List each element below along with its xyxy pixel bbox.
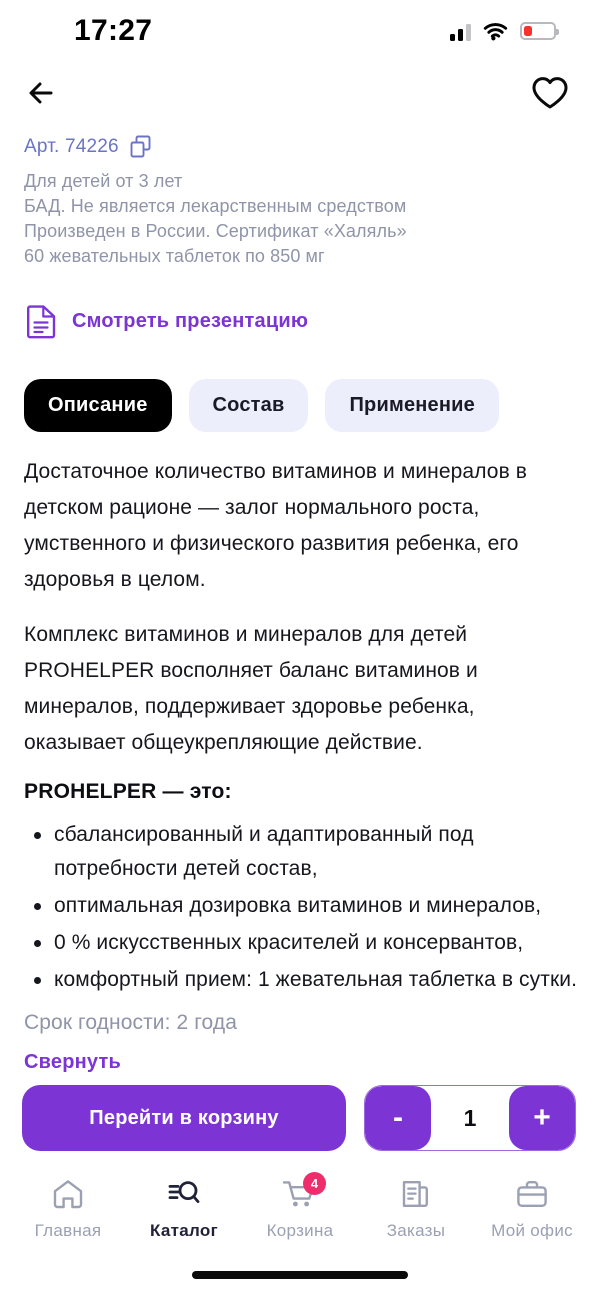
nav-item-cart[interactable]	[242, 1177, 358, 1241]
bottom-navigation	[0, 1165, 600, 1253]
wifi-icon	[482, 21, 509, 41]
view-presentation-label: Смотреть презентацию	[72, 309, 309, 332]
list-item: 0 % искусственных красителей и консервантов,	[24, 926, 578, 960]
status-time: 17:27	[74, 14, 153, 47]
article-row[interactable]	[24, 134, 576, 160]
quantity-stepper	[364, 1085, 576, 1151]
meta-line: БАД. Не является лекарственным средством	[24, 196, 407, 216]
cart-badge: 4	[303, 1172, 326, 1195]
nav-label-my-office: Мой офис	[491, 1221, 573, 1240]
nav-label-cart: Корзина	[266, 1221, 334, 1240]
collapse-link[interactable]: Свернуть	[24, 1051, 121, 1073]
list-item: оптимальная дозировка витаминов и минералов,	[24, 889, 578, 923]
description-paragraph: Комплекс витаминов и минералов для детей PROHELPER восполняет баланс витаминов и минералов, поддерживает здоровье ребенка, оказывает общеукрепляющие действие.	[24, 623, 478, 754]
action-bar	[0, 1075, 600, 1165]
document-icon	[26, 303, 58, 339]
increment-button[interactable]: +	[509, 1086, 575, 1150]
product-meta	[0, 124, 600, 269]
nav-label-orders: Заказы	[386, 1221, 446, 1240]
article-number: Арт. 74226	[24, 136, 119, 157]
product-tabs	[0, 339, 600, 432]
nav-item-home[interactable]	[10, 1177, 126, 1241]
signal-bars-icon	[450, 21, 471, 41]
status-bar	[0, 0, 600, 62]
nav-item-my-office[interactable]	[474, 1177, 590, 1241]
tab-description[interactable]: Описание	[24, 379, 172, 432]
description-content	[0, 432, 600, 1074]
home-icon	[51, 1177, 85, 1211]
nav-item-orders[interactable]	[358, 1177, 474, 1241]
shelf-life-text: Срок годности: 2 года	[24, 1011, 237, 1034]
quantity-value[interactable]: 1	[463, 1104, 477, 1131]
orders-document-icon	[399, 1177, 433, 1211]
meta-line: 60 жевательных таблеток по 850 мг	[24, 246, 325, 266]
list-item: комфортный прием: 1 жевательная таблетка в сутки.	[24, 963, 578, 997]
status-indicators	[450, 21, 556, 41]
nav-label-home: Главная	[34, 1221, 102, 1240]
briefcase-icon	[515, 1177, 549, 1211]
description-subheading: PROHELPER — это:	[24, 780, 232, 803]
meta-line: Для детей от 3 лет	[24, 171, 183, 191]
description-paragraph: Достаточное количество витаминов и минералов в детском рационе — залог нормального роста, умственного и физического развития ребенка, его здоровья в целом.	[24, 460, 528, 591]
view-presentation-link[interactable]	[0, 269, 600, 339]
meta-line: Произведен в России. Сертификат «Халяль»	[24, 221, 407, 241]
catalog-search-icon	[167, 1177, 201, 1211]
list-item: сбалансированный и адаптированный под потребности детей состав,	[24, 818, 578, 886]
tab-composition[interactable]: Состав	[189, 379, 309, 432]
nav-item-catalog[interactable]	[126, 1177, 242, 1241]
home-indicator[interactable]	[192, 1271, 408, 1279]
feature-list	[24, 818, 578, 997]
heart-icon[interactable]	[530, 75, 570, 111]
battery-low-icon	[520, 22, 556, 40]
copy-icon[interactable]	[128, 134, 154, 160]
cart-icon	[282, 1177, 318, 1211]
navigation-bar	[0, 62, 600, 124]
tab-usage[interactable]: Применение	[325, 379, 499, 432]
go-to-cart-button[interactable]: Перейти в корзину	[22, 1085, 346, 1151]
decrement-button[interactable]: -	[365, 1086, 431, 1150]
nav-label-catalog: Каталог	[150, 1221, 218, 1240]
back-arrow-icon[interactable]	[26, 76, 64, 110]
